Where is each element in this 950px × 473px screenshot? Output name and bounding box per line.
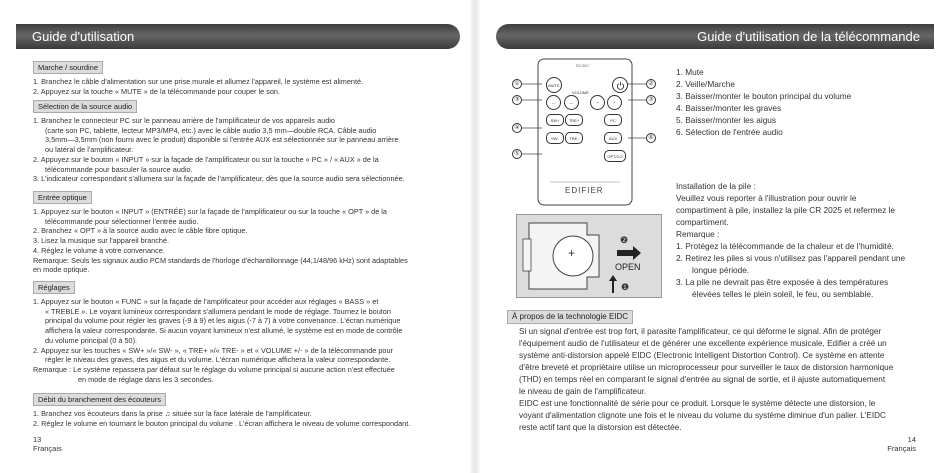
text-line: ou latéral de l'amplificateur. (45, 145, 134, 155)
left-header-title: Guide d'utilisation (32, 29, 135, 44)
section-eidc-title: À propos de la technologie EIDC (507, 310, 633, 324)
right-page-footer (884, 435, 916, 453)
text-line: en mode de réglage dans les 3 secondes. (78, 374, 214, 384)
text-line: Remarque : (676, 229, 720, 239)
sw-plus-button[interactable]: SW+ (546, 114, 564, 126)
feature-item: 2. Veille/Marche (676, 79, 736, 89)
text-line: système anti-distorsion appelé EIDC (Electronic Intelligent Distortion Control). Ce système en attente (519, 351, 885, 360)
text-line: d'être breveté et propriétaire utilise un microprocesseur pour surveiller le taux de distorsion harmonique (519, 363, 894, 372)
text-line: 3. Lisez la musique sur l'appareil branché. (33, 236, 170, 246)
text-line: télécommande pour sélectionner l'entrée audio. (45, 216, 199, 226)
feature-item: 1. Mute (676, 67, 704, 77)
callout-3: ③ (512, 95, 522, 105)
pc-button[interactable]: PC (604, 114, 622, 126)
text-line: (THD) en temps réel en comparant le signal d'entrée au signal de sortie, et il ajuste automatiquement (519, 375, 886, 384)
battery-text (676, 180, 940, 300)
opt-co-button[interactable]: OPT/CO (604, 150, 626, 162)
text-line: 1. Appuyez sur le bouton « FUNC » sur la façade de l'amplificateur pour accéder aux réglages « BASS » et (33, 297, 379, 306)
battery-title: Installation de la pile : (676, 181, 756, 191)
text-line: affichera la valeur correspondante. Si aucun voyant lumineux n'est allumé, le système est en mode de contrôle (45, 326, 403, 336)
callout-5: ⑤ (512, 149, 522, 159)
feature-item: 4. Baisser/monter les graves (676, 103, 782, 113)
text-line: 2. Appuyez sur les touches « SW+ »/« SW- », « TRE+ »/« TRE- » et « VOLUME +/- » de la télécommande pour (33, 345, 393, 355)
text-line: du volume principal (0 à 50). (45, 335, 138, 345)
text-line: le niveau de gain de l'amplificateur. (519, 387, 647, 396)
sw-minus-button[interactable]: SW- (546, 132, 564, 144)
text-line: 1. Branchez le connecteur PC sur le panneau arrière de l'amplificateur de vos appareils audio (33, 116, 335, 125)
text-line: télécommande pour basculer la source audio. (45, 164, 193, 174)
volume-up-button-2[interactable]: + (607, 95, 622, 110)
callout-3-right: ③ (646, 95, 656, 105)
volume-label: VOLUME (572, 90, 589, 95)
note-line: 3. La pile ne devrait pas être exposée à des températures (676, 277, 889, 287)
section-source-text (33, 116, 458, 184)
power-button[interactable] (612, 77, 628, 93)
page-number: 13 (33, 435, 42, 444)
battery-compartment (517, 215, 661, 297)
page-language: Français (33, 444, 62, 453)
text-line: EIDC est une fonctionnalité de série pour ce produit. Lorsque le système détecte une distorsion, le (519, 399, 876, 408)
text-line: compartiment. (676, 217, 729, 227)
volume-down-button-2[interactable]: — (564, 95, 579, 110)
tre-plus-button[interactable]: TRE+ (565, 114, 583, 126)
section-ecouteurs-title: Débit du branchement des écouteurs (33, 393, 166, 406)
feature-item: 6. Sélection de l'entrée audio (676, 127, 783, 137)
section-marche-text (33, 77, 458, 96)
text-line: « TREBLE ». Le voyant lumineux correspondant s'allumera pendant le mode de réglage. Tournez le bouton (45, 306, 391, 316)
note-line: longue période. (692, 265, 750, 275)
text-line: (carte son PC, tablette, lecteur MP3/MP4, etc.) avec le câble audio 3,5 mm—double RCA. Câble audio (45, 125, 377, 135)
text-line: 2. Réglez le volume en tournant le bouton principal du volume . L'écran affichera le niveau de volume correspondant. (33, 418, 411, 428)
section-marche-title: Marche / sourdine (33, 61, 103, 74)
battery-illustration (516, 214, 662, 298)
text-line: reste actif tant que la distorsion est détectée. (519, 423, 682, 432)
text-line: Remarque: Seuls les signaux audio PCM standards de l'horloge d'échantillonnage (44,1/48/96 kHz) sont adaptables (33, 255, 408, 265)
text-line: 3,5mm—3,5mm (non fourni avec le produit) disponible si l'entrée AUX est sélectionnée sur le panneau arrière (45, 135, 399, 145)
callout-2: ② (646, 79, 656, 89)
section-ecouteurs-text (33, 409, 463, 428)
section-reglages-text (33, 297, 458, 384)
feature-list (676, 66, 936, 138)
text-line: l'équipement audio de l'utilisateur et de générer une excellente expérience musicale, Edifier a créé un (519, 339, 887, 348)
tre-minus-button[interactable]: TRE- (565, 132, 583, 144)
text-line: compartiment à pile, installez la pile CR 2025 et refermez le (676, 205, 896, 215)
section-optique-text (33, 207, 458, 275)
text-line: 2. Appuyez sur le bouton « INPUT » sur la façade de l'amplificateur ou sur la touche « PC » / « AUX » de la (33, 154, 379, 164)
feature-item: 5. Baisser/monter les aigus (676, 115, 777, 125)
remote-brand-logo: EDIFIER (565, 186, 604, 195)
section-source-title: Sélection de la source audio (33, 100, 137, 113)
note-line: 1. Protégez la télécommande de la chaleur et de l'humidité. (676, 241, 894, 251)
text-line: 3. L'indicateur correspondant s'allumera sur la façade de l'amplificateur, dès que la source audio sera sélectionnée. (33, 174, 405, 184)
text-line: Remarque : Le système repassera par défaut sur le réglage du volume principal si aucune action n'est effectuée (33, 364, 395, 374)
feature-item: 3. Baisser/monter le bouton principal du volume (676, 91, 852, 101)
callout-6: ⑥ (646, 133, 656, 143)
volume-up-button-1[interactable]: + (590, 95, 605, 110)
remote-model: RC30C (576, 63, 590, 68)
callout-1: ① (512, 79, 522, 89)
section-reglages-title: Réglages (33, 281, 75, 294)
left-page-footer (33, 435, 62, 453)
text-line: Veuillez vous reporter à l'illustration pour ouvrir le (676, 193, 857, 203)
note-line: 2. Retirez les piles si vous n'utilisez pas l'appareil pendant une (676, 253, 906, 263)
step-2-marker: ❷ (620, 235, 629, 245)
step-1-marker: ❶ (621, 282, 630, 292)
open-label: OPEN (615, 262, 641, 272)
text-line: 1. Appuyez sur le bouton « INPUT » (ENTRÉE) sur la façade de l'amplificateur ou sur la touche « OPT » de la (33, 207, 387, 216)
mute-button[interactable]: MUTE (546, 77, 562, 93)
power-icon (616, 81, 625, 90)
section-eidc-text (519, 326, 944, 434)
text-line: régler le niveau des graves, des aigus et du volume. L'écran numérique affichera la valeur correspondante. (45, 355, 391, 365)
text-line: en mode optique. (33, 265, 90, 275)
text-line: voyant d'alimentation clignote une fois et le niveau du volume du système diminue d'un palier. L'EIDC (519, 411, 886, 420)
aux-button[interactable]: AUX (604, 132, 622, 144)
text-line: 1. Branchez vos écouteurs dans la prise ♫ située sur la face latérale de l'amplificateur. (33, 409, 312, 418)
text-line: 1. Branchez le câble d'alimentation sur une prise murale et allumez l'appareil, le système est alimenté. (33, 77, 364, 86)
page-gutter (469, 0, 481, 473)
text-line: Si un signal d'entrée est trop fort, il parasite l'amplificateur, ce qui déforme le signal. Afin de protéger (519, 327, 882, 336)
text-line: 2. Appuyez sur la touche « MUTE » de la télécommande pour couper le son. (33, 86, 281, 96)
text-line: 4. Réglez le volume à votre convenance. (33, 245, 165, 255)
text-line: 2. Branchez « OPT » à la source audio avec le câble fibre optique. (33, 226, 248, 236)
volume-down-button-1[interactable]: — (546, 95, 561, 110)
battery-plus-sign: + (568, 246, 576, 260)
right-header-banner (496, 24, 934, 49)
left-header-banner (16, 24, 460, 49)
page-language: Français (887, 444, 916, 453)
right-header-title: Guide d'utilisation de la télécommande (697, 29, 920, 44)
page-number: 14 (907, 435, 916, 444)
callout-4: ④ (512, 123, 522, 133)
note-line: élevées telles le plein soleil, le feu, ou semblable. (692, 289, 874, 299)
section-optique-title: Entrée optique (33, 191, 92, 204)
text-line: principal du volume pour régler les graves (-9 à 9) et les aigus (-7 à 7) à votre convenance. L'écran numérique (45, 316, 401, 326)
remote-illustration (510, 58, 660, 208)
